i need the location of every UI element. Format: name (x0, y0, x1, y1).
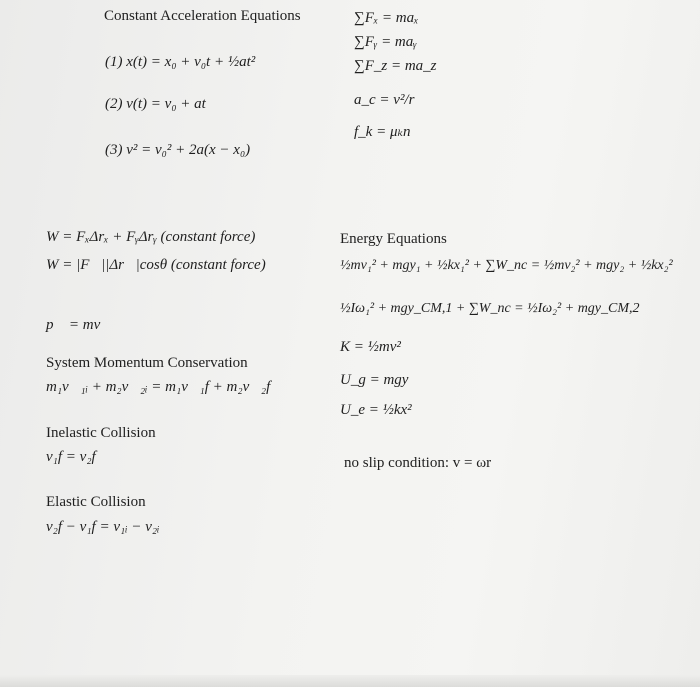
kinematics-eq-3: (3) v² = v₀² + 2a(x − x₀) (105, 142, 251, 158)
inelastic-heading: Inelastic Collision (46, 425, 156, 441)
work-dot-product: W = |F⃗||Δr⃗|cosθ (constant force) (46, 257, 266, 273)
inelastic-eq: v₁f = v₂f (46, 449, 96, 465)
momentum-conservation-heading: System Momentum Conservation (46, 355, 248, 371)
work-components: W = FₓΔrₓ + FᵧΔrᵧ (constant force) (46, 229, 256, 245)
elastic-potential: U_e = ½kx² (340, 402, 412, 418)
constant-acceleration-heading: Constant Acceleration Equations (104, 8, 301, 24)
kinematics-eq-2: (2) v(t) = v₀ + at (105, 96, 206, 112)
momentum-conservation-eq: m₁v⃗₁ᵢ + m₂v⃗₂ᵢ = m₁v⃗₁f + m₂v⃗₂f (46, 379, 271, 395)
centripetal-acceleration: a_c = v²/r (354, 92, 415, 108)
no-slip-condition: no slip condition: v = ωr (344, 455, 492, 471)
elastic-eq: v₂f − v₁f = v₁ᵢ − v₂ᵢ (46, 519, 160, 535)
page-bottom-edge (0, 675, 700, 687)
kinetic-energy: K = ½mv² (340, 339, 401, 355)
energy-heading: Energy Equations (340, 231, 447, 247)
kinematics-eq-1: (1) x(t) = x₀ + v₀t + ½at² (105, 54, 256, 70)
energy-translational: ½mv₁² + mgy₁ + ½kx₁² + ∑W_nc = ½mv₂² + mgy₂ + ½kx₂² (340, 258, 673, 273)
elastic-heading: Elastic Collision (46, 494, 146, 510)
newton-x: ∑Fₓ = maₓ (354, 10, 419, 26)
kinetic-friction: f_k = μₖn (354, 124, 411, 140)
newton-z: ∑F_z = ma_z (354, 58, 437, 74)
energy-rotational: ½Iω₁² + mgy_CM,1 + ∑W_nc = ½Iω₂² + mgy_CM,2 (340, 301, 640, 316)
momentum-definition: p⃗ = mv⃗ (46, 317, 112, 333)
gravitational-potential: U_g = mgy (340, 372, 409, 388)
newton-y: ∑Fᵧ = maᵧ (354, 34, 417, 50)
